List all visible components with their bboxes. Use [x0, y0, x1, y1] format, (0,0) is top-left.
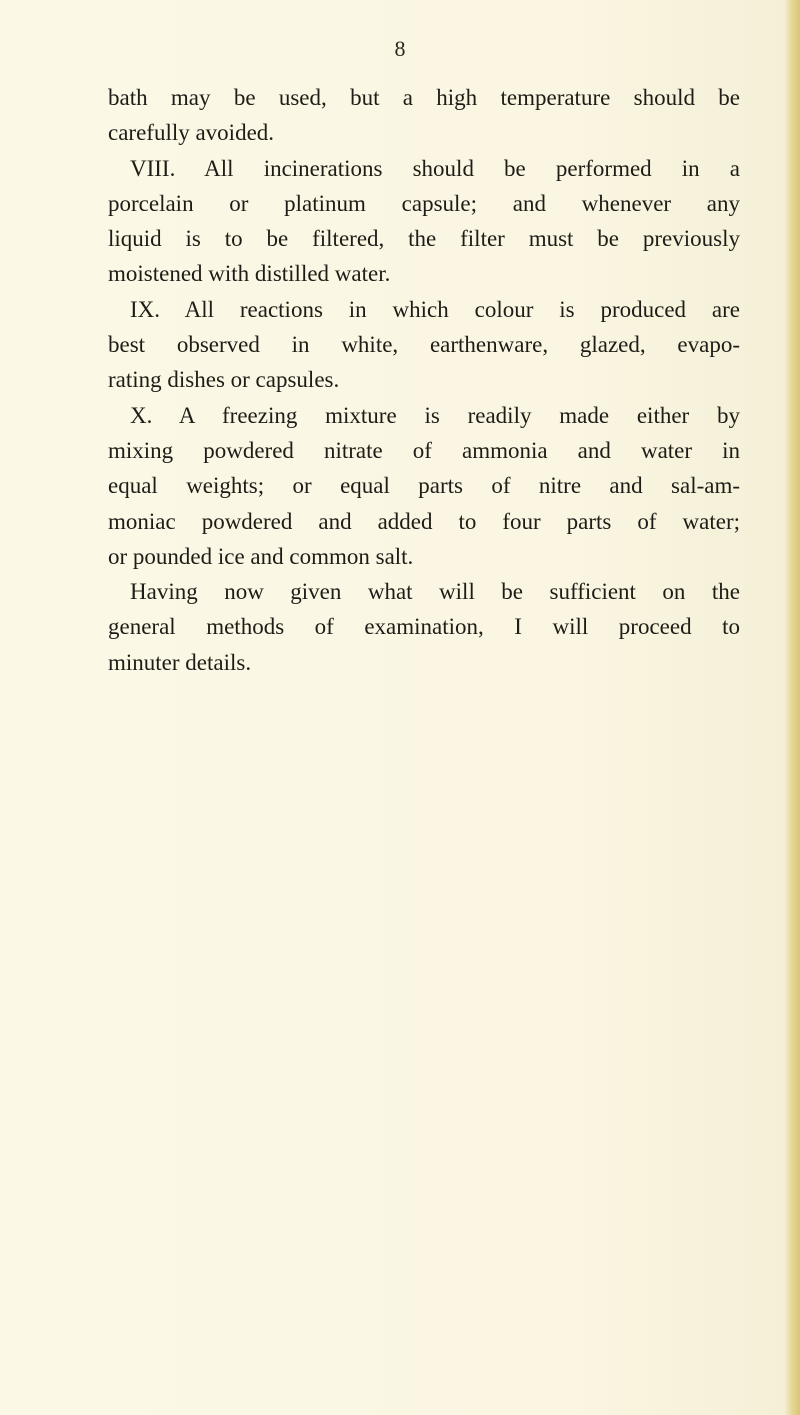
text-line: carefully avoided.	[108, 120, 275, 146]
page-edge-shading	[784, 0, 800, 1415]
text-line: moniac powdered and added to four parts of water;	[108, 508, 740, 534]
text-line: general methods of examination, I will proceed to	[108, 614, 740, 640]
text-line: porcelain or platinum capsule; and whenever any	[108, 190, 740, 216]
text-line: Having now given what will be sufficient on the	[130, 579, 740, 605]
text-line: equal weights; or equal parts of nitre and sal-am-	[108, 473, 740, 499]
text-line: moistened with distilled water.	[108, 261, 391, 287]
text-line: best observed in white, earthenware, glazed, evapo-	[108, 332, 740, 358]
text-line: rating dishes or capsules.	[108, 367, 340, 393]
body-text	[108, 80, 740, 680]
text-line: IX. All reactions in which colour is produced are	[130, 296, 740, 322]
text-line: or pounded ice and common salt.	[108, 543, 414, 569]
text-line: VIII. All incinerations should be performed in a	[130, 155, 740, 181]
page-number: 8	[394, 36, 406, 61]
text-line: mixing powdered nitrate of ammonia and water in	[108, 437, 740, 463]
text-line: minuter details.	[108, 649, 252, 675]
text-line: bath may be used, but a high temperature should be	[108, 85, 740, 110]
text-line: liquid is to be filtered, the filter must be previously	[108, 226, 740, 252]
text-line: X. A freezing mixture is readily made either by	[130, 402, 740, 428]
